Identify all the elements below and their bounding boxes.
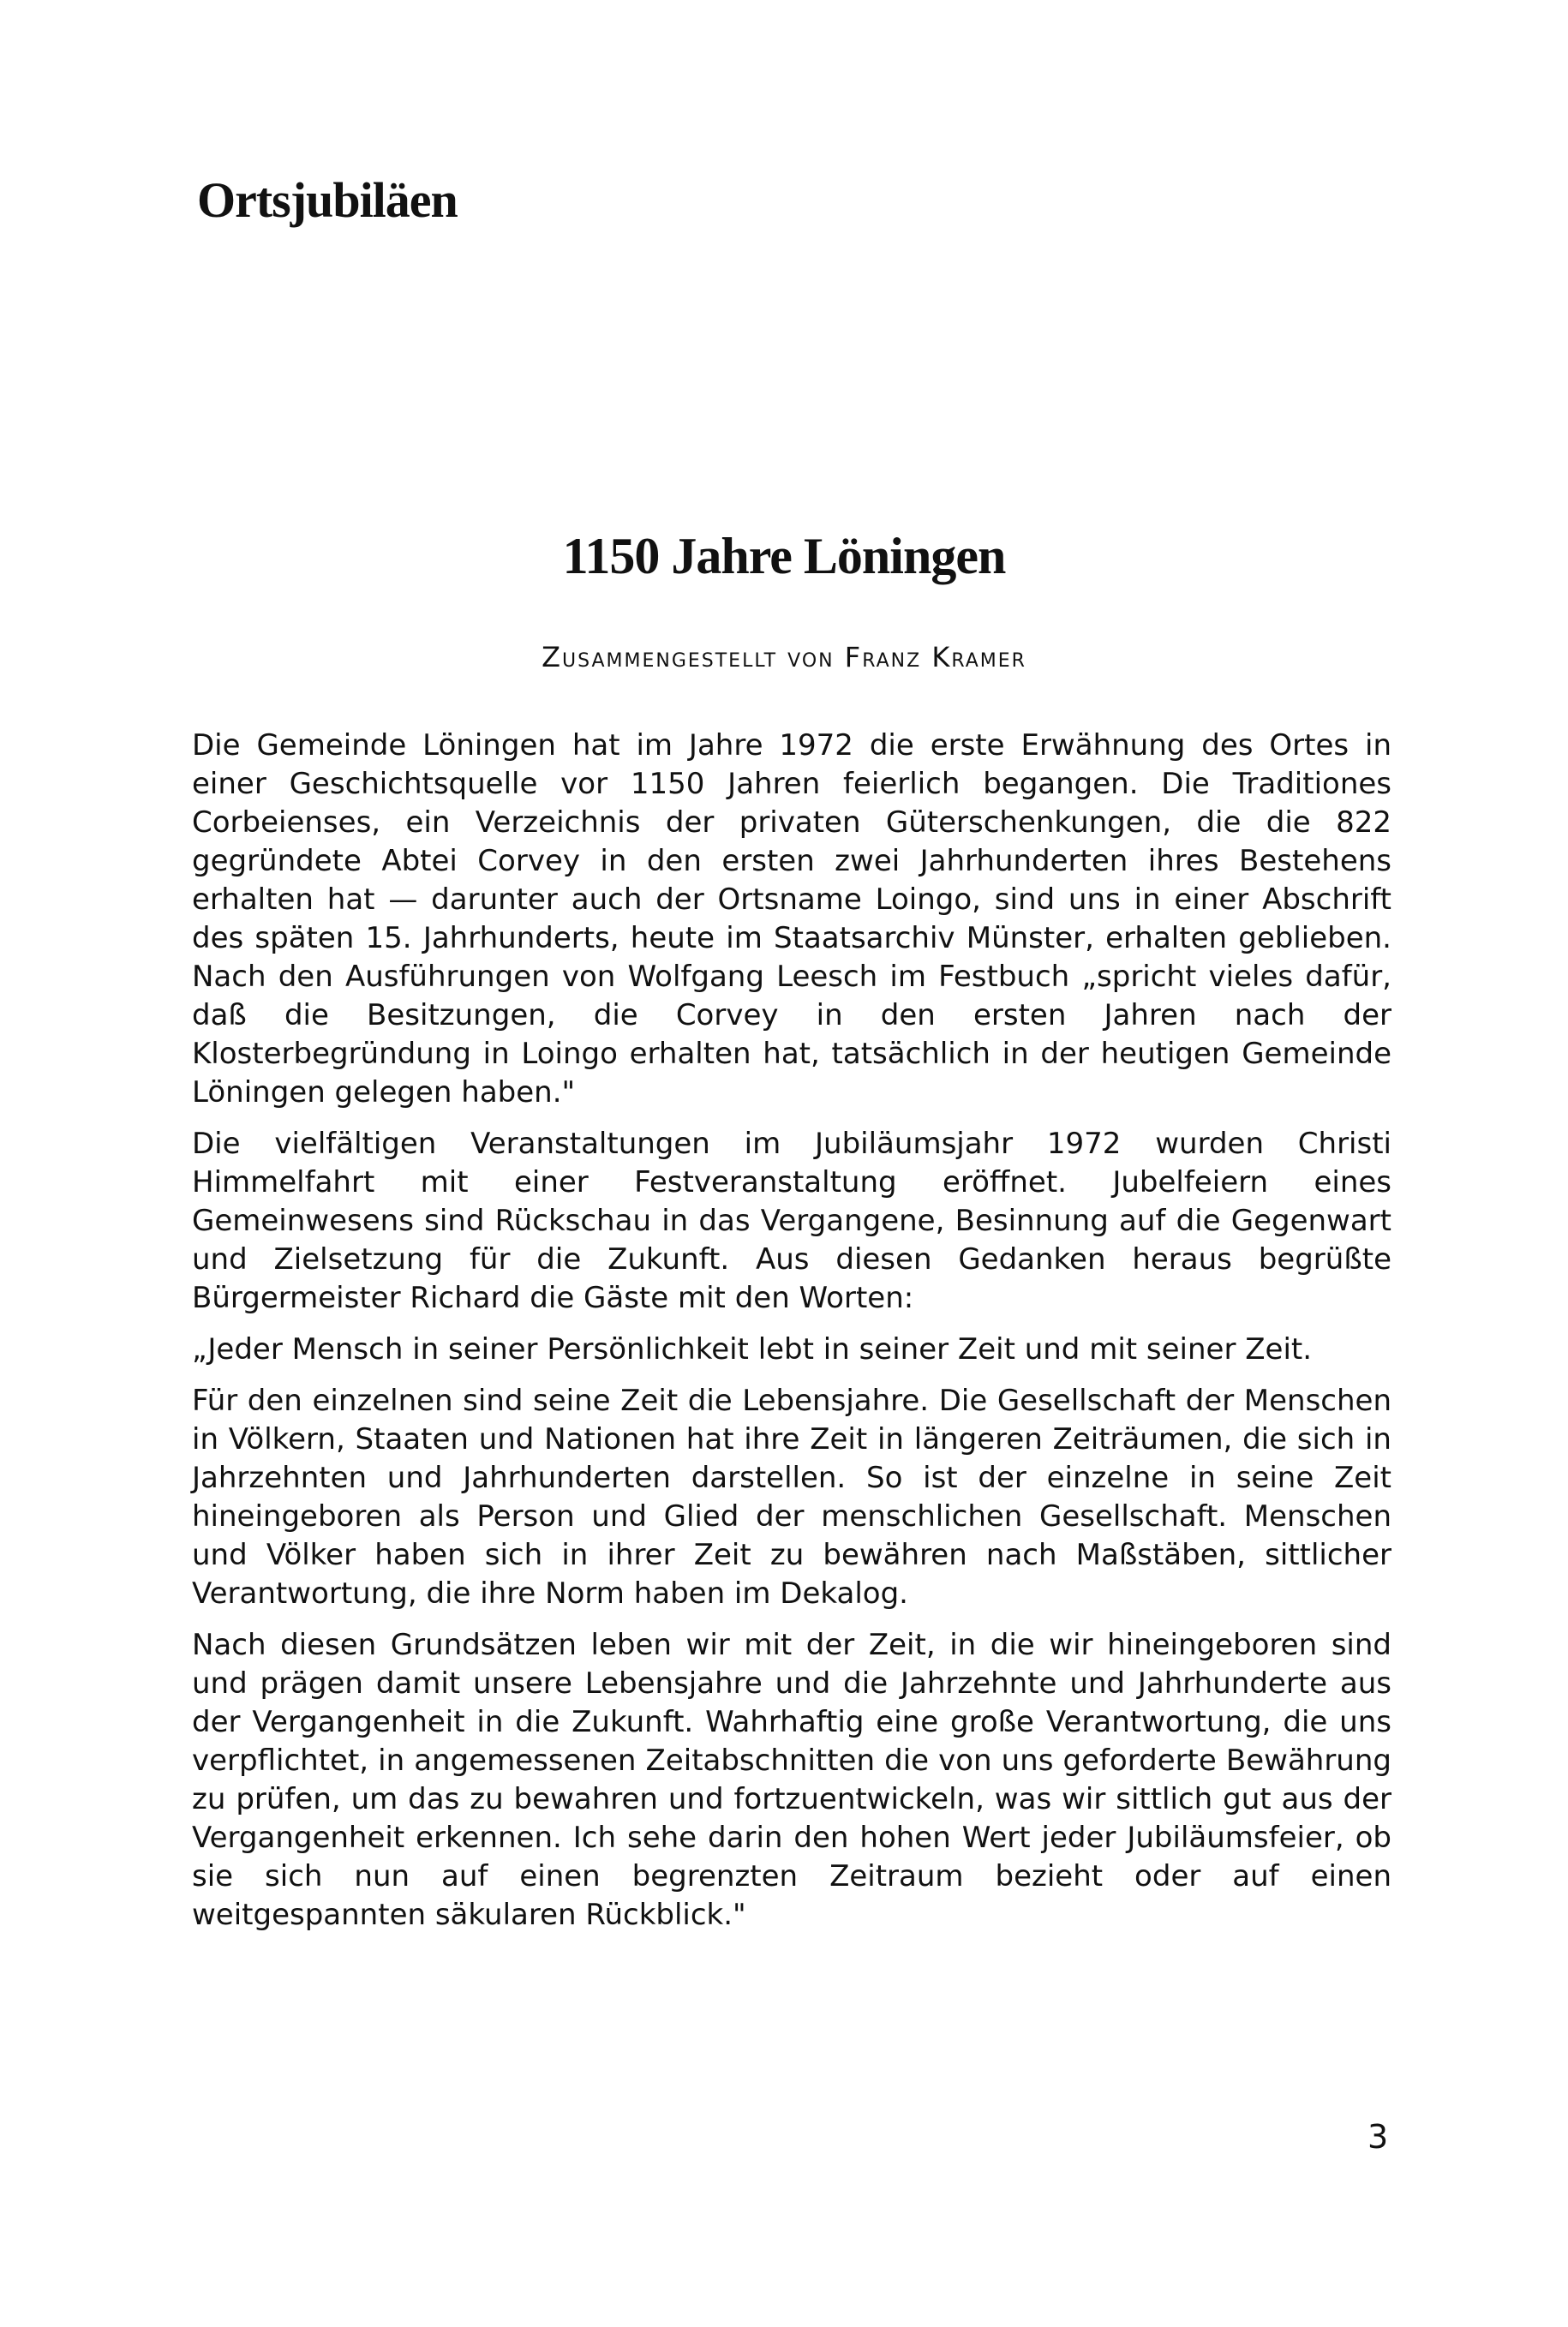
body-paragraph: Für den einzelnen sind seine Zeit die Lebensjahre. Die Gesellschaft der Menschen in Völkern, Staaten und Nationen hat ihre Zeit in längeren Zeiträumen, die sich in Jahrzehnten und Jahrhunderten darstellen. So ist der einzelne in seine Zeit hineingeboren als Person und Glied der menschlichen Gesellschaft. Menschen und Völker haben sich in ihrer Zeit zu bewähren nach Maßstäben, sittlicher Verantwortung, die ihre Norm haben im Dekalog. — [192, 1384, 1391, 1611]
page-number: 3 — [1368, 2118, 1389, 2156]
body-paragraph: „Jeder Mensch in seiner Persönlichkeit lebt in seiner Zeit und mit seiner Zeit. — [192, 1332, 1313, 1367]
article-title: 1150 Jahre Löningen — [562, 528, 1006, 584]
section-heading: Ortsjubiläen — [197, 172, 458, 228]
article-byline: Zusammengestellt von Franz Kramer — [542, 641, 1026, 673]
body-paragraph: Nach diesen Grundsätzen leben wir mit der Zeit, in die wir hineingeboren sind und prägen damit unsere Lebensjahre und die Jahrzehnte und Jahrhunderte aus der Vergangenheit in die Zukunft. Wahrhaftig eine große Verantwortung, die uns verpflichtet, in angemessenen Zeitabschnitten die von uns geforderte Bewährung zu prüfen, um das zu bewahren und fortzuentwickeln, was wir sittlich gut aus der Vergangenheit erkennen. Ich sehe darin den hohen Wert jeder Jubiläumsfeier, ob sie sich nun auf einen begrenzten Zeitraum bezieht oder auf einen weitgespannten säkularen Rückblick." — [192, 1628, 1391, 1932]
article-body — [192, 727, 1391, 1947]
body-paragraph: Die vielfältigen Veranstaltungen im Jubiläumsjahr 1972 wurden Christi Himmelfahrt mit einer Festveranstaltung eröffnet. Jubelfeiern eines Gemeinwesens sind Rückschau in das Vergangene, Besinnung auf die Gegenwart und Zielsetzung für die Zukunft. Aus diesen Gedanken heraus begrüßte Bürgermeister Richard die Gäste mit den Worten: — [192, 1127, 1391, 1315]
body-paragraph: Die Gemeinde Löningen hat im Jahre 1972 die erste Erwähnung des Ortes in einer Geschichtsquelle vor 1150 Jahren feierlich begangen. Die Traditiones Corbeienses, ein Verzeichnis der privaten Güterschenkungen, die die 822 gegründete Abtei Corvey in den ersten zwei Jahrhunderten ihres Bestehens erhalten hat — darunter auch der Ortsname Loingo, sind uns in einer Abschrift des späten 15. Jahrhunderts, heute im Staatsarchiv Münster, erhalten geblieben. Nach den Ausführungen von Wolfgang Leesch im Festbuch „spricht vieles dafür, daß die Besitzungen, die Corvey in den ersten Jahren nach der Klosterbegründung in Loingo erhalten hat, tatsächlich in der heutigen Gemeinde Löningen gelegen haben." — [192, 728, 1391, 1110]
